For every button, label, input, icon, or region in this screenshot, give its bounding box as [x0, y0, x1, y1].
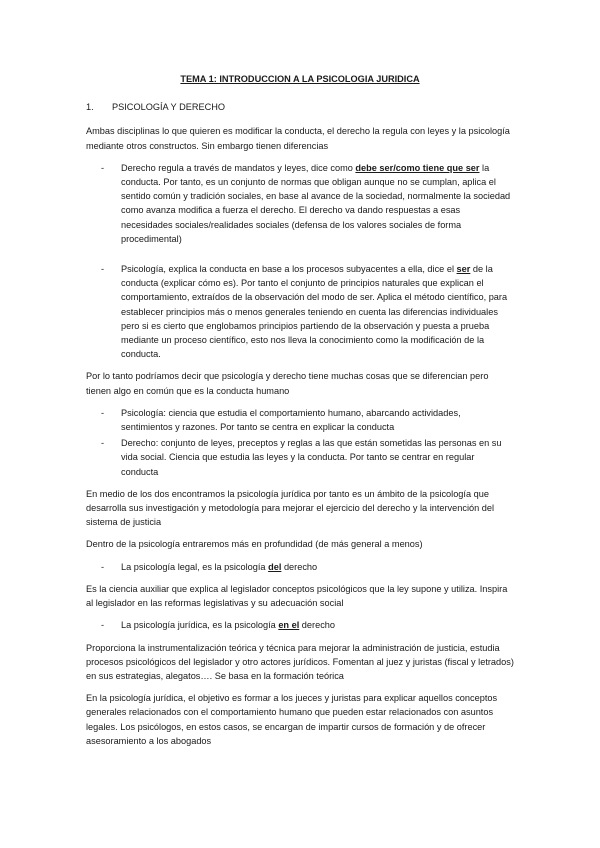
bullet-list-2 — [86, 406, 514, 479]
list-item-psicologia — [86, 262, 514, 361]
paragraph-ciencia-auxiliar: Es la ciencia auxiliar que explica al legislador conceptos psicológicos que la ley supone y utiliza. Inspira al legislador en las reformas legislativas y su adecuación social — [86, 583, 508, 609]
list-item-text: Derecho: conjunto de leyes, preceptos y reglas a las que están sometidas las personas en su vida social. Ciencia que estudia las leyes y la conducta. Por tanto se centrar en regular conducta — [121, 438, 502, 477]
paragraph-intro: Ambas disciplinas lo que quieren es modificar la conducta, el derecho la regula con leyes y la psicología mediante otros constructos. Sin embargo tienen diferencias — [86, 126, 510, 151]
list-item-text: Psicología, explica la conducta en base a los procesos subyacentes a ella, dice el — [121, 264, 457, 275]
paragraph-instrumentalizacion: Proporciona la instrumentalización teórica y técnica para mejorar la administración de justicia, estudia procesos psicológicos del legislador y otro actores jurídicos. Fomentan al juez y juristas (fiscal y letrados) en sus estrategias, alegatos…. Se basa en la formación teórica — [86, 642, 514, 681]
paragraph-objetivo: En la psicología jurídica, el objetivo es formar a los jueces y juristas para explicar aquellos conceptos generales relacionados con el comportamiento humano que pueden estar relacionados con asuntos legales. Los psicólogos, en estos casos, se encargan de impartir cursos de formación y de ofrecer asesoramiento a los abogados — [86, 693, 498, 746]
dash-marker: - — [101, 407, 105, 418]
list-item-text: Psicología: ciencia que estudia el comportamiento humano, abarcando actividades, sentimientos y razones. Por tanto se centra en explicar la conducta — [121, 407, 461, 433]
list-item-derecho — [86, 161, 514, 246]
emphasis-text: ser — [456, 264, 471, 275]
list-item-psicologia-legal — [86, 560, 514, 574]
list-item-text: de la conducta (explicar cómo es). Por tanto el conjunto de principios naturales que explican el comportamiento, extraídos de la observación del modo de ser. Aplica el método científico, para establecer principios más o menos generales teniendo en cuenta las diferencias individuales pero si es cierto que englobamos principios partiendo de la observación y puesta a prueba mediante un proceso científico, esto nos lleva la conocimiento como la modificación de la conducta. — [121, 264, 508, 360]
list-item-text: derecho — [299, 620, 336, 631]
list-item-text: Derecho regula a través de mandatos y leyes, dice como — [121, 162, 356, 173]
emphasis-text: debe ser/como tiene que ser — [355, 162, 480, 173]
dash-marker: - — [101, 438, 105, 449]
dash-marker: - — [101, 561, 105, 572]
list-item-text: derecho — [281, 561, 318, 572]
section-label: PSICOLOGÍA Y DERECHO — [112, 102, 226, 113]
list-item-text: la conducta. Por tanto, es un conjunto de normas que obligan aunque no se cumplan, aplica el sentido común y tradición sociales, en base al avance de la sociedad, normalmente la sociedad como avanza modifica a fuerza el derecho. El derecho va dando respuestas a esas necesidades sociales/realidades sociales (defensa de los valores sociales de forma procedimental) — [121, 162, 511, 244]
section-number: 1. — [86, 102, 94, 113]
dash-marker: - — [101, 620, 105, 631]
list-item-text: La psicología jurídica, es la psicología — [121, 620, 279, 631]
dash-marker: - — [101, 264, 105, 275]
list-item-psicologia-def — [86, 406, 514, 434]
dash-marker: - — [101, 162, 105, 173]
emphasis-text: en el — [278, 620, 300, 631]
bullet-list-1 — [86, 161, 514, 362]
paragraph-profundidad: Dentro de la psicología entraremos más en profundidad (de más general a menos) — [86, 539, 423, 550]
bullet-list-3 — [86, 560, 514, 574]
section-heading — [86, 100, 514, 114]
list-item-text: La psicología legal, es la psicología — [121, 561, 269, 572]
list-item-derecho-def — [86, 436, 514, 479]
paragraph-comparison: Por lo tanto podríamos decir que psicología y derecho tiene muchas cosas que se diferencian pero tienen algo en común que es la conducta humano — [86, 371, 489, 396]
document-title: TEMA 1: INTRODUCCION A LA PSICOLOGIA JURIDICA — [180, 74, 420, 84]
paragraph-psicologia-juridica: En medio de los dos encontramos la psicología jurídica por tanto es un ámbito de la psicología que desarrolla sus investigación y metodología para mejorar el ejercicio del derecho y la intervención del sistema de justicia — [86, 488, 495, 528]
bullet-list-4 — [86, 618, 514, 632]
list-item-psicologia-juridica — [86, 618, 514, 632]
emphasis-text: del — [268, 561, 282, 572]
